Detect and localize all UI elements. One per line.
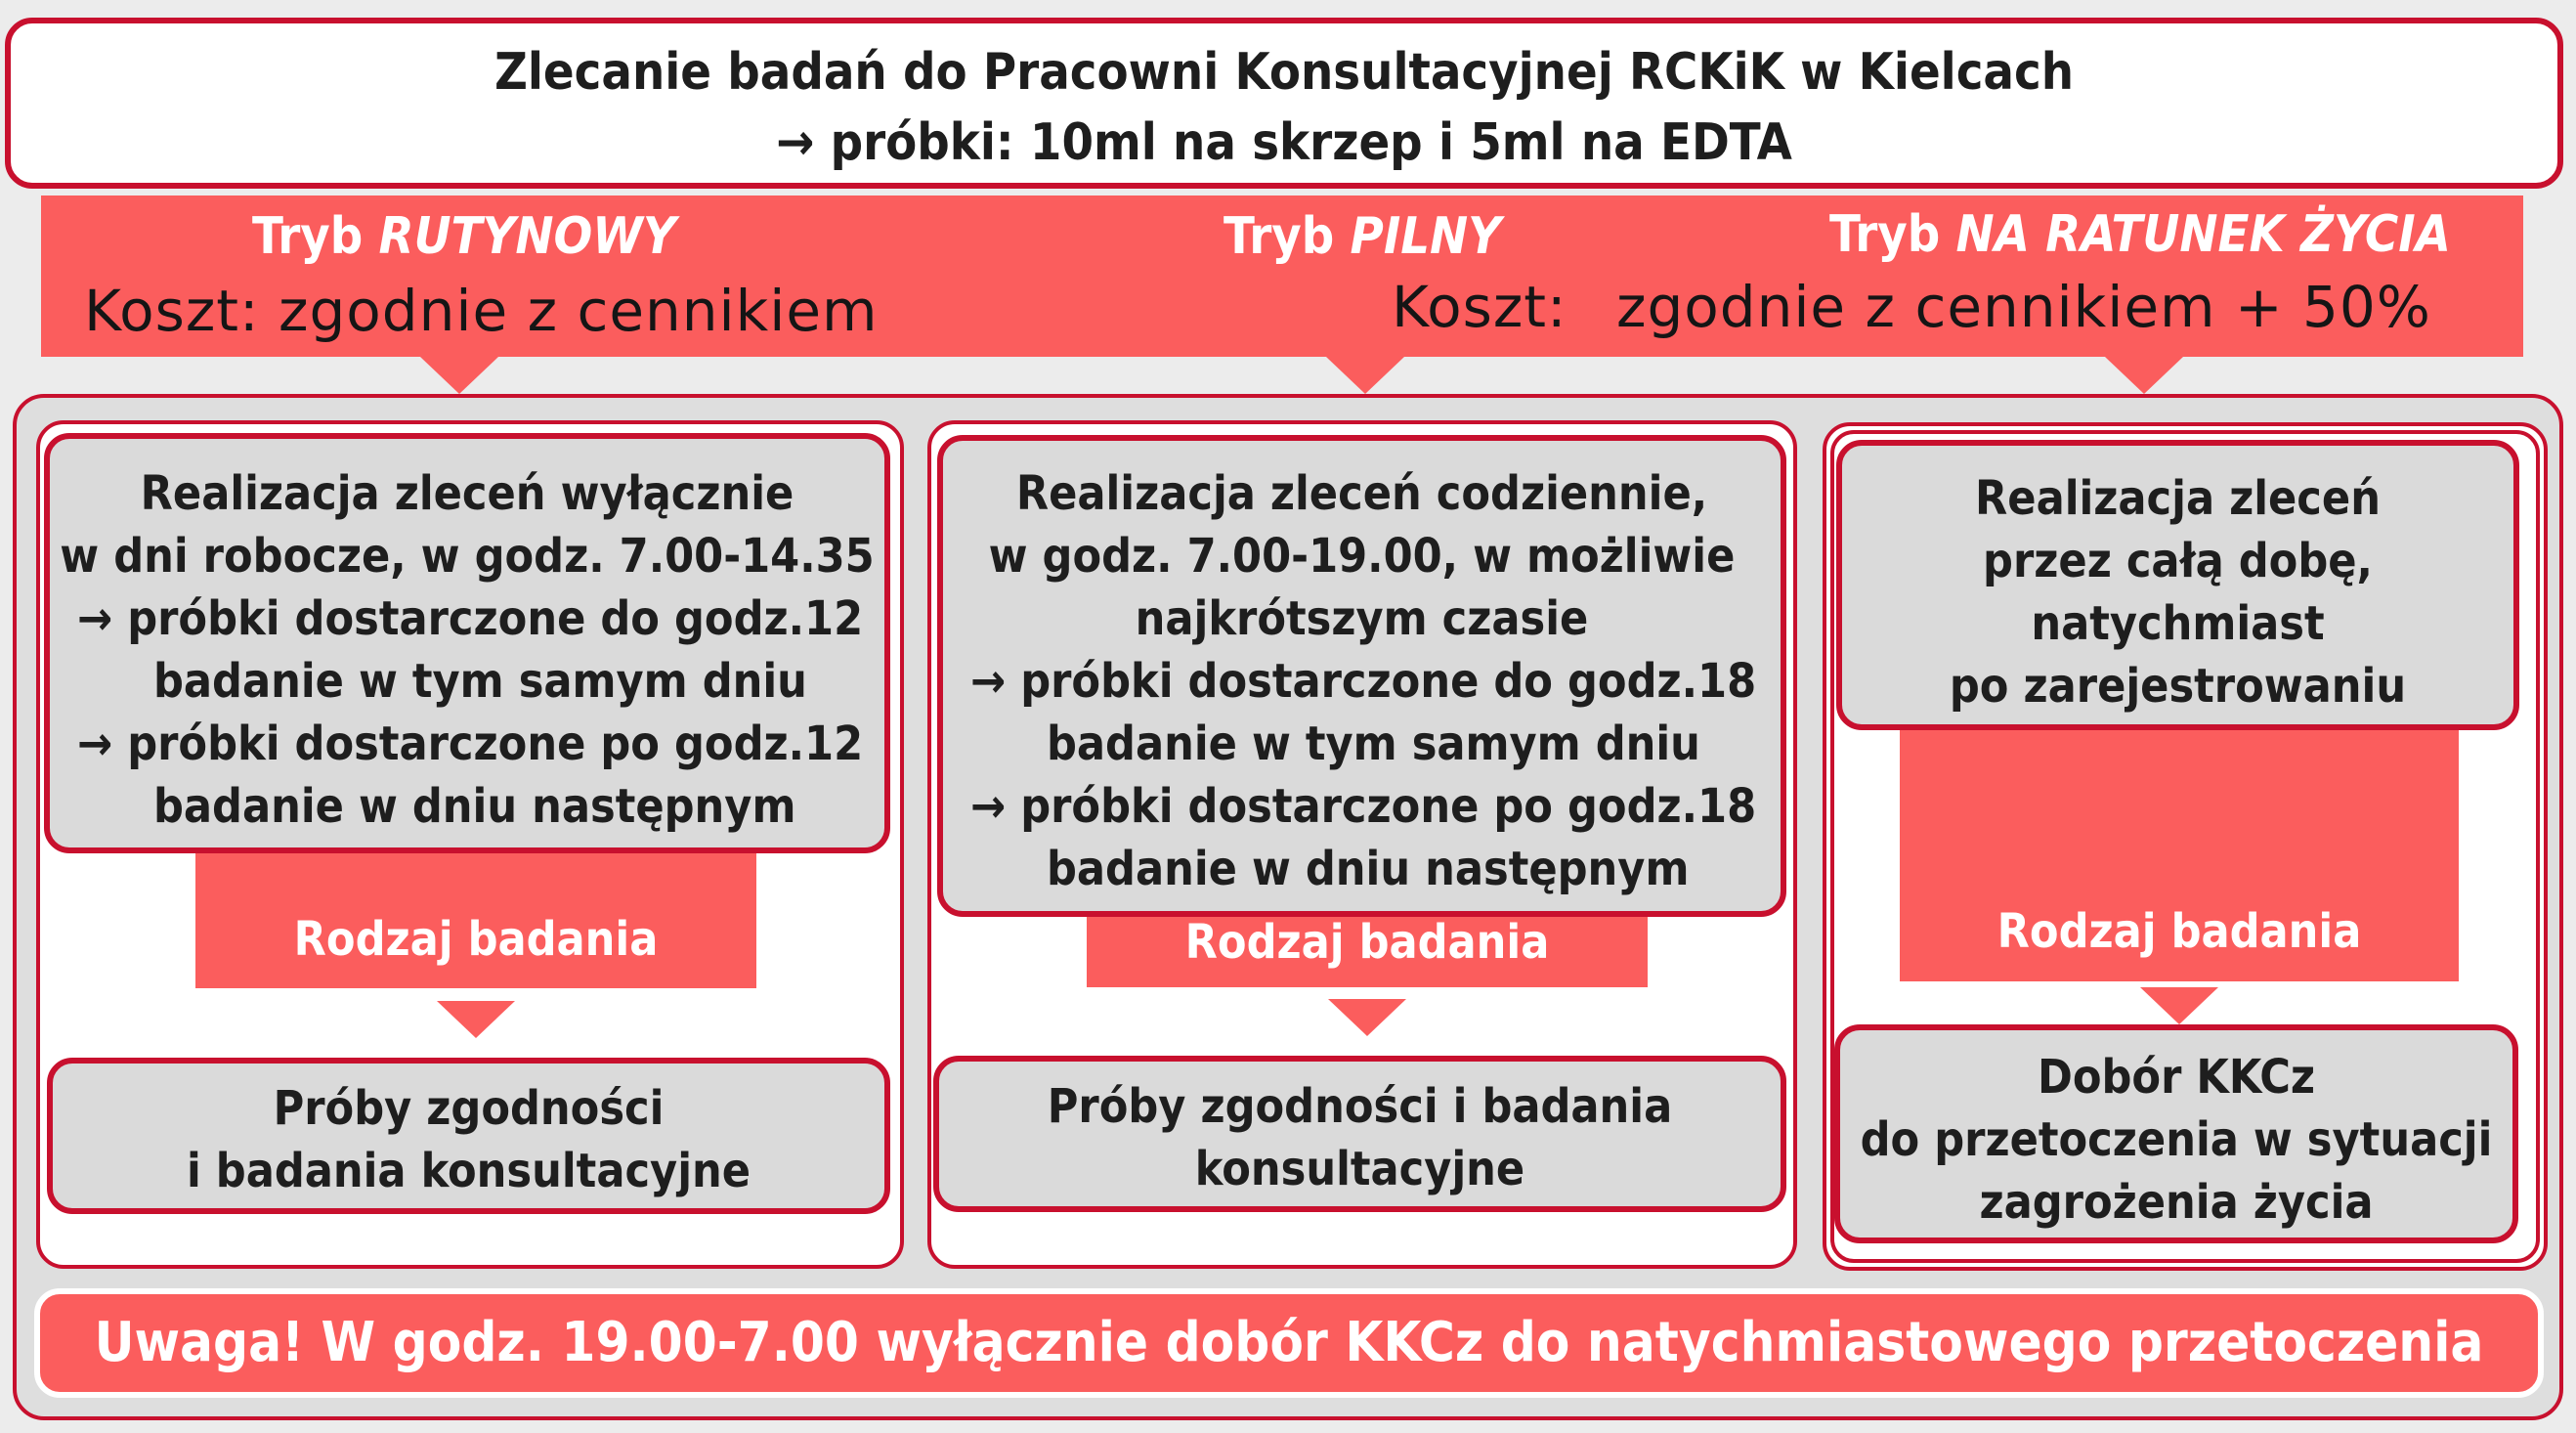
arrow-down-icon (437, 1001, 515, 1038)
test-type-bar-routine (195, 853, 756, 988)
arrow-down-icon (420, 357, 498, 394)
header-box (5, 18, 2563, 189)
mode-routine: Tryb RUTYNOWY (252, 207, 676, 266)
realization-box-lifesaving: Realizacja zleceń przez całą dobę, natychmiast po zarejestrowaniu (1836, 440, 2519, 730)
header-subtitle: → próbki: 10ml na skrzep i 5ml na EDTA (776, 113, 1792, 172)
cost-urgent-label: Koszt: (1392, 274, 1567, 340)
mode-routine-name: RUTYNOWY (378, 207, 676, 266)
realization-box-urgent: Realizacja zleceń codziennie, w godz. 7.00-19.00, w możliwie najkrótszym czasie → próbki dostarczone do godz.18 badanie w tym samym dniu → próbki dostarczone po godz.18 badanie w dniu następnym (937, 435, 1786, 917)
header-title: Zlecanie badań do Pracowni Konsultacyjnej RCKiK w Kielcach (494, 43, 2075, 102)
test-type-label: Rodzaj badania (1184, 915, 1550, 970)
test-type-bar-urgent (1087, 917, 1648, 987)
arrow-down-icon (2140, 987, 2218, 1024)
night-note: Uwaga! W godz. 19.00-7.00 wyłącznie dobór KKCz do natychmiastowego przetoczenia (34, 1288, 2544, 1398)
cost-routine: Koszt: zgodnie z cennikiem (84, 278, 879, 344)
mode-lifesaving-name: NA RATUNEK ŻYCIA (1955, 205, 2451, 264)
arrow-down-icon (2105, 357, 2183, 394)
mode-urgent-name: PILNY (1350, 207, 1502, 266)
test-type-label: Rodzaj badania (1996, 904, 2362, 959)
mode-lifesaving: Tryb NA RATUNEK ŻYCIA (1829, 205, 2451, 264)
arrow-down-icon (1328, 999, 1406, 1036)
test-type-label: Rodzaj badania (293, 912, 659, 967)
test-type-bar-lifesaving (1900, 730, 2459, 981)
arrow-down-icon (1326, 357, 1404, 394)
result-box-urgent: Próby zgodności i badania konsultacyjne (933, 1056, 1786, 1212)
realization-box-routine: Realizacja zleceń wyłącznie w dni robocze, w godz. 7.00-14.35 → próbki dostarczone do godz.12 badanie w tym samym dniu → próbki dostarczone po godz.12 badanie w dniu następnym (44, 433, 890, 853)
mode-urgent: Tryb PILNY (1224, 207, 1502, 266)
result-box-lifesaving: Dobór KKCz do przetoczenia w sytuacji zagrożenia życia (1834, 1024, 2518, 1243)
result-box-routine: Próby zgodności i badania konsultacyjne (47, 1058, 890, 1214)
cost-urgent-value: zgodnie z cennikiem + 50% (1616, 274, 2431, 340)
